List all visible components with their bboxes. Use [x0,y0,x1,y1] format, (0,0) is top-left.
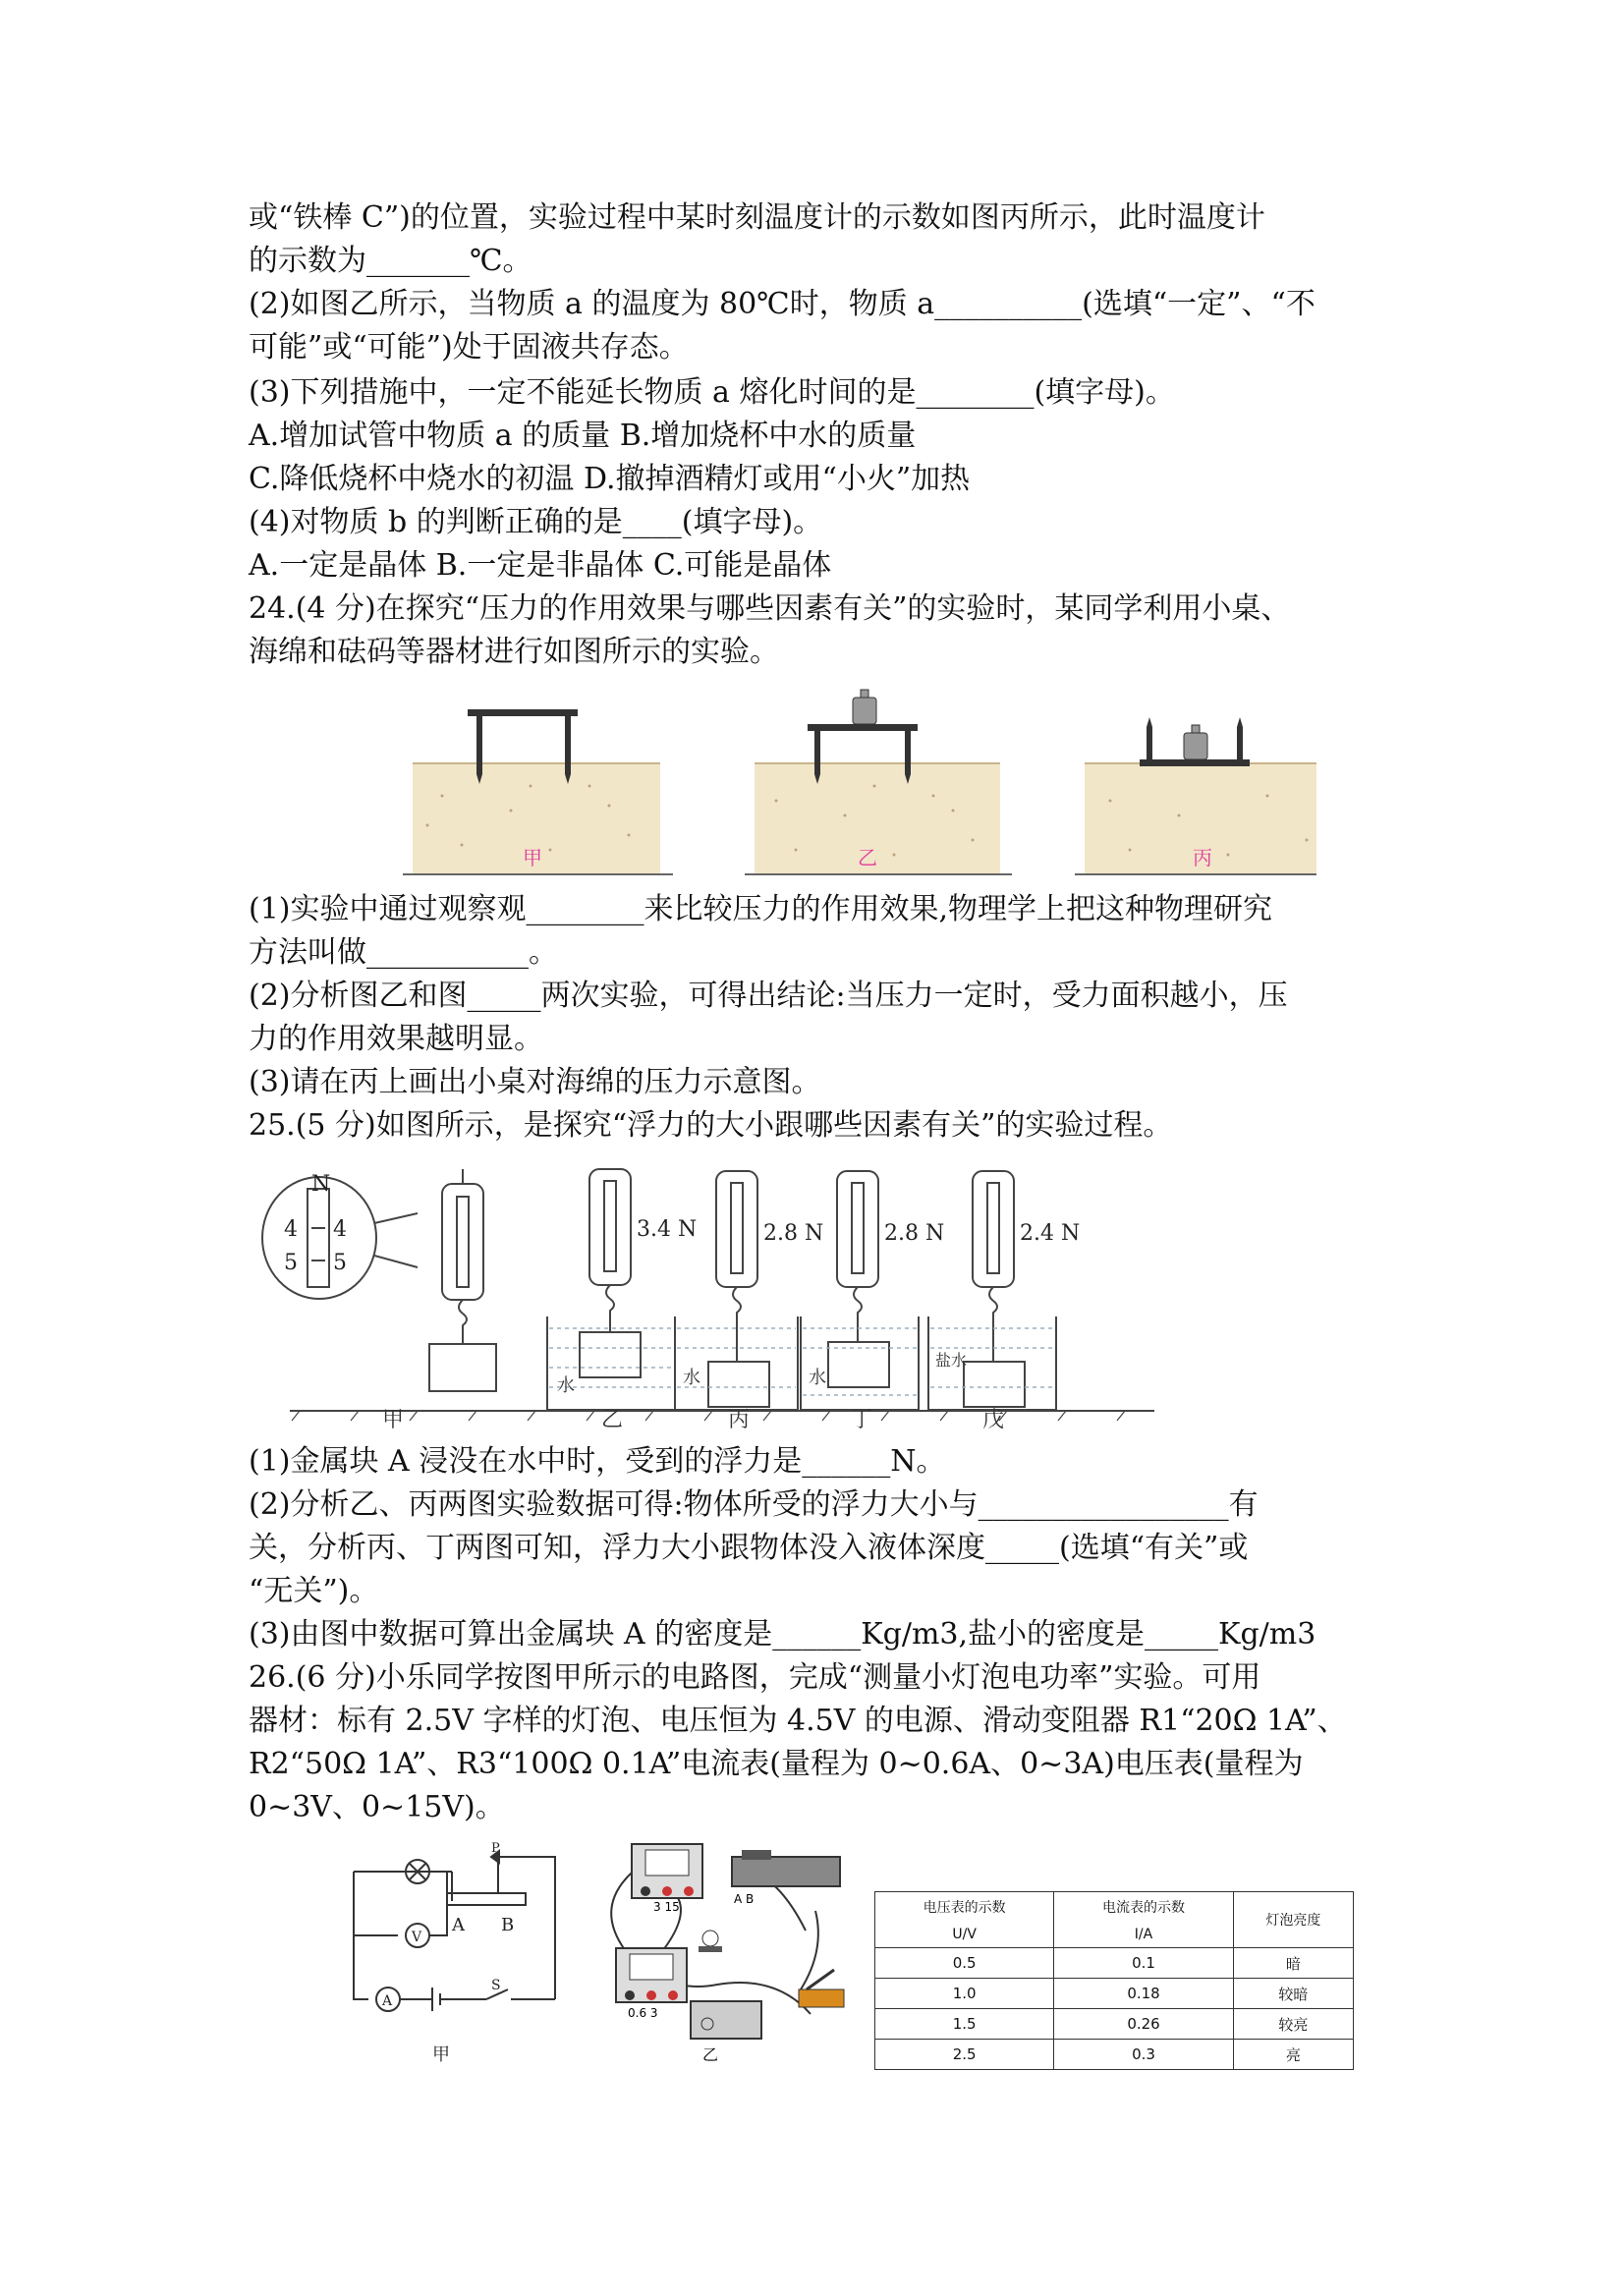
table-top [468,709,578,716]
ammeter-scale: 0.6 3 [628,2006,658,2020]
voltmeter-device [632,1844,702,1914]
text-line: 器材：标有 2.5V 字样的灯泡、电压恒为 4.5V 的电源、滑动变阻器 R1“20Ω 1A”、 [249,1704,1347,1738]
label-v: V [412,1930,422,1945]
sponge-experiment-figure [383,688,1316,884]
zoom-label-5: 5 [284,1251,298,1275]
ammeter-device [616,1948,687,2020]
text-line: (1)实验中通过观察观________来比较压力的作用效果,物理学上把这种物理研究 [249,892,1273,926]
text-line: 24.(4 分)在探究“压力的作用效果与哪些因素有关”的实验时，某同学利用小桌、 [249,591,1291,626]
caption-jia: 甲 [523,846,542,869]
text-line: 海绵和砝码等器材进行如图所示的实验。 [249,635,779,669]
bulb-device [699,1931,722,1952]
text-line: A.一定是晶体 B.一定是非晶体 C.可能是晶体 [249,548,832,583]
text-line: A.增加试管中物质 a 的质量 B.增加烧杯中水的质量 [249,419,917,453]
table-header-row [875,1892,1354,1948]
caption-jia: 甲 [432,2044,450,2065]
text-line: (2)如图乙所示，当物质 a 的温度为 80℃时，物质 a__________(选填“一定”、“不 [249,287,1315,321]
caption-yi: 乙 [600,1408,624,1432]
text-line: 26.(6 分)小乐同学按图甲所示的电路图，完成“测量小灯泡电功率”实验。可用 [249,1660,1261,1695]
liquid-label: 盐水 [935,1351,968,1370]
liquid-label: 水 [809,1368,826,1388]
text-line: (2)分析图乙和图_____两次实验，可得出结论:当压力一定时，受力面积越小，压 [249,979,1288,1013]
header-brightness: 灯泡亮度 [1233,1892,1353,1948]
zoom-label-5: 5 [333,1251,347,1275]
table-row: 2.5 0.3 亮 [875,2040,1354,2070]
caption-yi: 乙 [702,2045,719,2064]
text-line: 或“铁棒 C”)的位置，实验过程中某时刻温度计的示数如图丙所示，此时温度计 [249,200,1265,235]
text-line: C.降低烧杯中烧水的初温 D.撤掉酒精灯或用“小火”加热 [249,462,971,496]
text-line: 可能”或“可能”)处于固液共存态。 [249,330,689,364]
caption-wu: 戊 [981,1408,1005,1432]
table-top [808,724,918,731]
reading-yi: 3.4 N [637,1217,698,1242]
weight [1184,733,1207,759]
buoyancy-experiment-figure [251,1159,1174,1434]
reading-bing: 2.8 N [763,1221,824,1246]
switch-device [799,1970,844,2007]
caption-ding: 丁 [850,1408,873,1432]
zoom-label-4: 4 [284,1217,298,1242]
table-top [1140,759,1250,766]
apparatus-photo [575,1832,860,2068]
text-line: (4)对物质 b 的判断正确的是____(填字母)。 [249,505,823,539]
reading-ding: 2.8 N [884,1221,945,1246]
sponge-figure-yi [745,690,1012,874]
table-row: 1.5 0.26 较亮 [875,2009,1354,2040]
reading-wu: 2.4 N [1020,1221,1081,1246]
caption-bing: 丙 [727,1408,751,1432]
caption-jia: 甲 [381,1408,405,1432]
text-line: 0~3V、0~15V)。 [249,1790,505,1824]
text-line: (1)金属块 A 浸没在水中时，受到的浮力是______N。 [249,1444,946,1479]
rheostat-ab: A B [734,1892,755,1906]
voltmeter-scale: 3 15 [653,1900,680,1914]
text-line: R2“50Ω 1A”、R3“100Ω 0.1A”电流表(量程为 0~0.6A、0~3A)电压表(量程为 [249,1747,1304,1781]
measurement-table [874,1891,1354,2070]
text-line: 力的作用效果越明显。 [249,1022,543,1056]
text-line: 的示数为_______℃。 [249,244,532,278]
header-voltage: 电压表的示数 U/V [875,1892,1054,1948]
circuit-diagram [339,1842,565,2068]
power-supply-device [691,2001,761,2039]
caption-yi: 乙 [858,846,877,869]
weight [853,698,876,724]
text-line: (3)下列措施中，一定不能延长物质 a 熔化时间的是________(填字母)。 [249,375,1175,410]
table-row: 1.0 0.18 较暗 [875,1979,1354,2009]
sponge-block [755,763,1000,874]
text-line: 25.(5 分)如图所示，是探究“浮力的大小跟哪些因素有关”的实验过程。 [249,1108,1173,1143]
text-line: 方法叫做___________。 [249,935,558,970]
label-s: S [491,1978,501,1993]
label-a: A [452,1915,465,1935]
liquid-label: 水 [683,1368,700,1388]
table-row: 0.5 0.1 暗 [875,1948,1354,1979]
text-line: (3)请在丙上画出小桌对海绵的压力示意图。 [249,1065,821,1099]
label-p: P [491,1842,500,1856]
label-ammeter: A [382,1993,393,2009]
liquid-label: 水 [557,1375,575,1396]
text-line: (3)由图中数据可算出金属块 A 的密度是______Kg/m3,盐小的密度是_____Kg/m3 [249,1617,1316,1652]
text-line: 关，分析丙、丁两图可知，浮力大小跟物体没入液体深度_____(选填“有关”或 [249,1531,1249,1565]
zoom-label-n: N [311,1172,331,1197]
text-line: “无关”)。 [249,1574,379,1608]
label-b: B [501,1915,515,1935]
zoom-label-4: 4 [333,1217,347,1242]
text-line: (2)分析乙、丙两图实验数据可得:物体所受的浮力大小与_________________有 [249,1487,1259,1522]
header-current: 电流表的示数 I/A [1054,1892,1233,1948]
caption-bing: 丙 [1193,846,1212,869]
